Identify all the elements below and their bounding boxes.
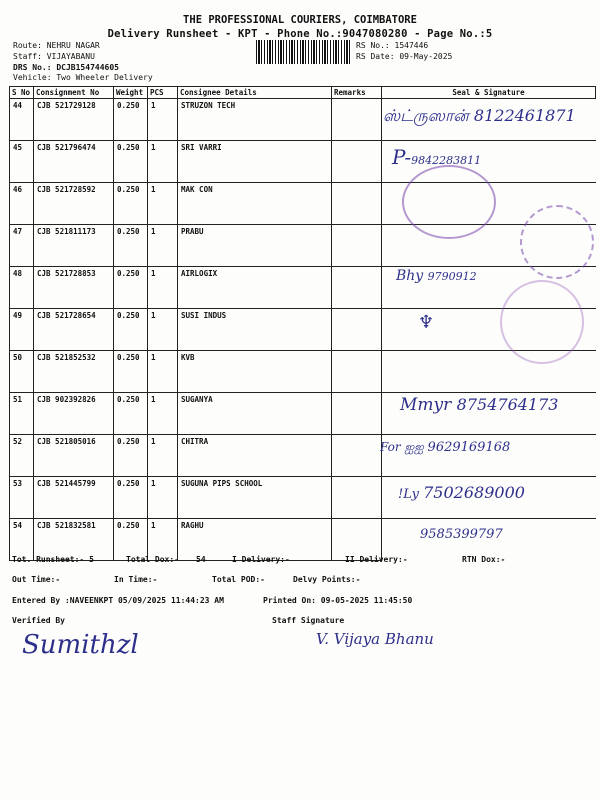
route: Route: NEHRU NAGAR — [13, 41, 100, 50]
signature-row-53: !Ly 7502689000 — [398, 483, 525, 502]
cell-pcs: 1 — [148, 309, 178, 351]
cell-consignment: CJB 521852532 — [34, 351, 114, 393]
i-delivery: I Delivery:- — [232, 555, 290, 564]
table-row — [10, 183, 596, 225]
cell-sno: 46 — [10, 183, 34, 225]
col-consignment: Consignment No — [34, 87, 114, 99]
staff-signature: V. Vijaya Bhanu — [316, 630, 434, 648]
cell-consignee: SUSI INDUS — [178, 309, 332, 351]
cell-weight: 0.250 — [114, 267, 148, 309]
runsheet-subtitle: Delivery Runsheet - KPT - Phone No.:9047080280 - Page No.:5 — [107, 28, 493, 40]
table-row — [10, 351, 596, 393]
cell-pcs: 1 — [148, 267, 178, 309]
cell-consignee: PRABU — [178, 225, 332, 267]
cell-weight: 0.250 — [114, 435, 148, 477]
cell-consignee: RAGHU — [178, 519, 332, 561]
cell-weight: 0.250 — [114, 225, 148, 267]
cell-sno: 45 — [10, 141, 34, 183]
cell-consignment: CJB 521445799 — [34, 477, 114, 519]
cell-consignment: CJB 521811173 — [34, 225, 114, 267]
cell-sno: 48 — [10, 267, 34, 309]
table-header — [10, 87, 596, 99]
col-remarks: Remarks — [332, 87, 382, 99]
cell-sno: 54 — [10, 519, 34, 561]
out-time: Out Time:- — [12, 575, 61, 584]
cell-sno: 49 — [10, 309, 34, 351]
cell-sno: 52 — [10, 435, 34, 477]
rs-date: RS Date: 09-May-2025 — [356, 52, 453, 61]
cell-weight: 0.250 — [114, 141, 148, 183]
cell-consignment: CJB 902392826 — [34, 393, 114, 435]
cell-consignee: AIRLOGIX — [178, 267, 332, 309]
cell-weight: 0.250 — [114, 99, 148, 141]
cell-remarks — [332, 477, 382, 519]
cell-consignee: KVB — [178, 351, 332, 393]
cell-sno: 44 — [10, 99, 34, 141]
cell-sno: 53 — [10, 477, 34, 519]
cell-weight: 0.250 — [114, 519, 148, 561]
cell-weight: 0.250 — [114, 183, 148, 225]
entered-by: Entered By :NAVEENKPT 05/09/2025 11:44:23 AM — [12, 596, 224, 605]
drs-number: DRS No.: DCJB154744605 — [13, 63, 119, 72]
cell-pcs: 1 — [148, 477, 178, 519]
cell-weight: 0.250 — [114, 309, 148, 351]
vehicle: Vehicle: Two Wheeler Delivery — [13, 73, 153, 82]
cell-consignee: STRUZON TECH — [178, 99, 332, 141]
cell-pcs: 1 — [148, 99, 178, 141]
cell-consignment: CJB 521805016 — [34, 435, 114, 477]
cell-sno: 50 — [10, 351, 34, 393]
cell-remarks — [332, 351, 382, 393]
cell-remarks — [332, 267, 382, 309]
cell-remarks — [332, 309, 382, 351]
staff: Staff: VIJAYABANU — [13, 52, 95, 61]
cell-consignment: CJB 521728853 — [34, 267, 114, 309]
cell-consignee: SRI VARRI — [178, 141, 332, 183]
in-time: In Time:- — [114, 575, 158, 584]
cell-pcs: 1 — [148, 393, 178, 435]
cell-consignee: SUGUNA PIPS SCHOOL — [178, 477, 332, 519]
verified-by-label: Verified By — [12, 616, 65, 625]
barcode — [256, 40, 350, 64]
cell-weight: 0.250 — [114, 477, 148, 519]
cell-remarks — [332, 225, 382, 267]
signature-row-45: P-9842283811 — [392, 145, 482, 169]
cell-consignee: MAK CON — [178, 183, 332, 225]
total-pod: Total POD:- — [212, 575, 265, 584]
cell-consignment: CJB 521832581 — [34, 519, 114, 561]
rtn-dox: RTN Dox:- — [462, 555, 506, 564]
signature-row-52: For ஐஐ 9629169168 — [380, 440, 511, 455]
tot-runsheet: Tot. Runsheet:- 5 — [12, 555, 94, 564]
round-stamp — [500, 280, 584, 364]
cell-pcs: 1 — [148, 141, 178, 183]
cell-remarks — [332, 393, 382, 435]
printed-on: Printed On: 09-05-2025 11:45:50 — [263, 596, 413, 605]
table-row — [10, 225, 596, 267]
table-row — [10, 141, 596, 183]
total-dox-value: 54 — [196, 555, 206, 564]
signature-row-49: ♆ — [418, 312, 435, 333]
col-pcs: PCS — [148, 87, 178, 99]
cell-consignee: CHITRA — [178, 435, 332, 477]
cell-weight: 0.250 — [114, 393, 148, 435]
table-row — [10, 519, 596, 561]
cell-pcs: 1 — [148, 435, 178, 477]
col-seal-signature: Seal & Signature — [382, 87, 596, 99]
cell-sno: 51 — [10, 393, 34, 435]
cell-remarks — [332, 141, 382, 183]
signature-row-48: Bhy 9790912 — [396, 268, 477, 284]
cell-consignment: CJB 521728654 — [34, 309, 114, 351]
cell-pcs: 1 — [148, 183, 178, 225]
cell-pcs: 1 — [148, 225, 178, 267]
cell-remarks — [332, 435, 382, 477]
verifier-signature: Sumithzl — [22, 630, 139, 660]
col-sno: S No — [10, 87, 34, 99]
cell-weight: 0.250 — [114, 351, 148, 393]
ii-delivery: II Delivery:- — [345, 555, 408, 564]
company-stamp — [402, 165, 496, 239]
cell-remarks — [332, 183, 382, 225]
cell-consignment: CJB 521796474 — [34, 141, 114, 183]
total-dox-label: Total Dox:- — [126, 555, 179, 564]
company-title: THE PROFESSIONAL COURIERS, COIMBATORE — [183, 14, 417, 26]
signature-row-54: 9585399797 — [420, 527, 503, 542]
cell-consignment: CJB 521729128 — [34, 99, 114, 141]
cell-consignment: CJB 521728592 — [34, 183, 114, 225]
signature-row-44: ஸ்ட்ருஸான் 8122461871 — [383, 106, 576, 125]
col-weight: Weight — [114, 87, 148, 99]
rs-number: RS No.: 1547446 — [356, 41, 429, 50]
staff-signature-label: Staff Signature — [272, 616, 345, 625]
col-consignee: Consignee Details — [178, 87, 332, 99]
cell-consignee: SUGANYA — [178, 393, 332, 435]
delvy-points: Delvy Points:- — [293, 575, 361, 584]
cell-pcs: 1 — [148, 519, 178, 561]
signature-row-51: Mmyr 8754764173 — [400, 395, 559, 415]
industrial-stamp — [520, 205, 594, 279]
cell-remarks — [332, 99, 382, 141]
cell-sno: 47 — [10, 225, 34, 267]
cell-pcs: 1 — [148, 351, 178, 393]
